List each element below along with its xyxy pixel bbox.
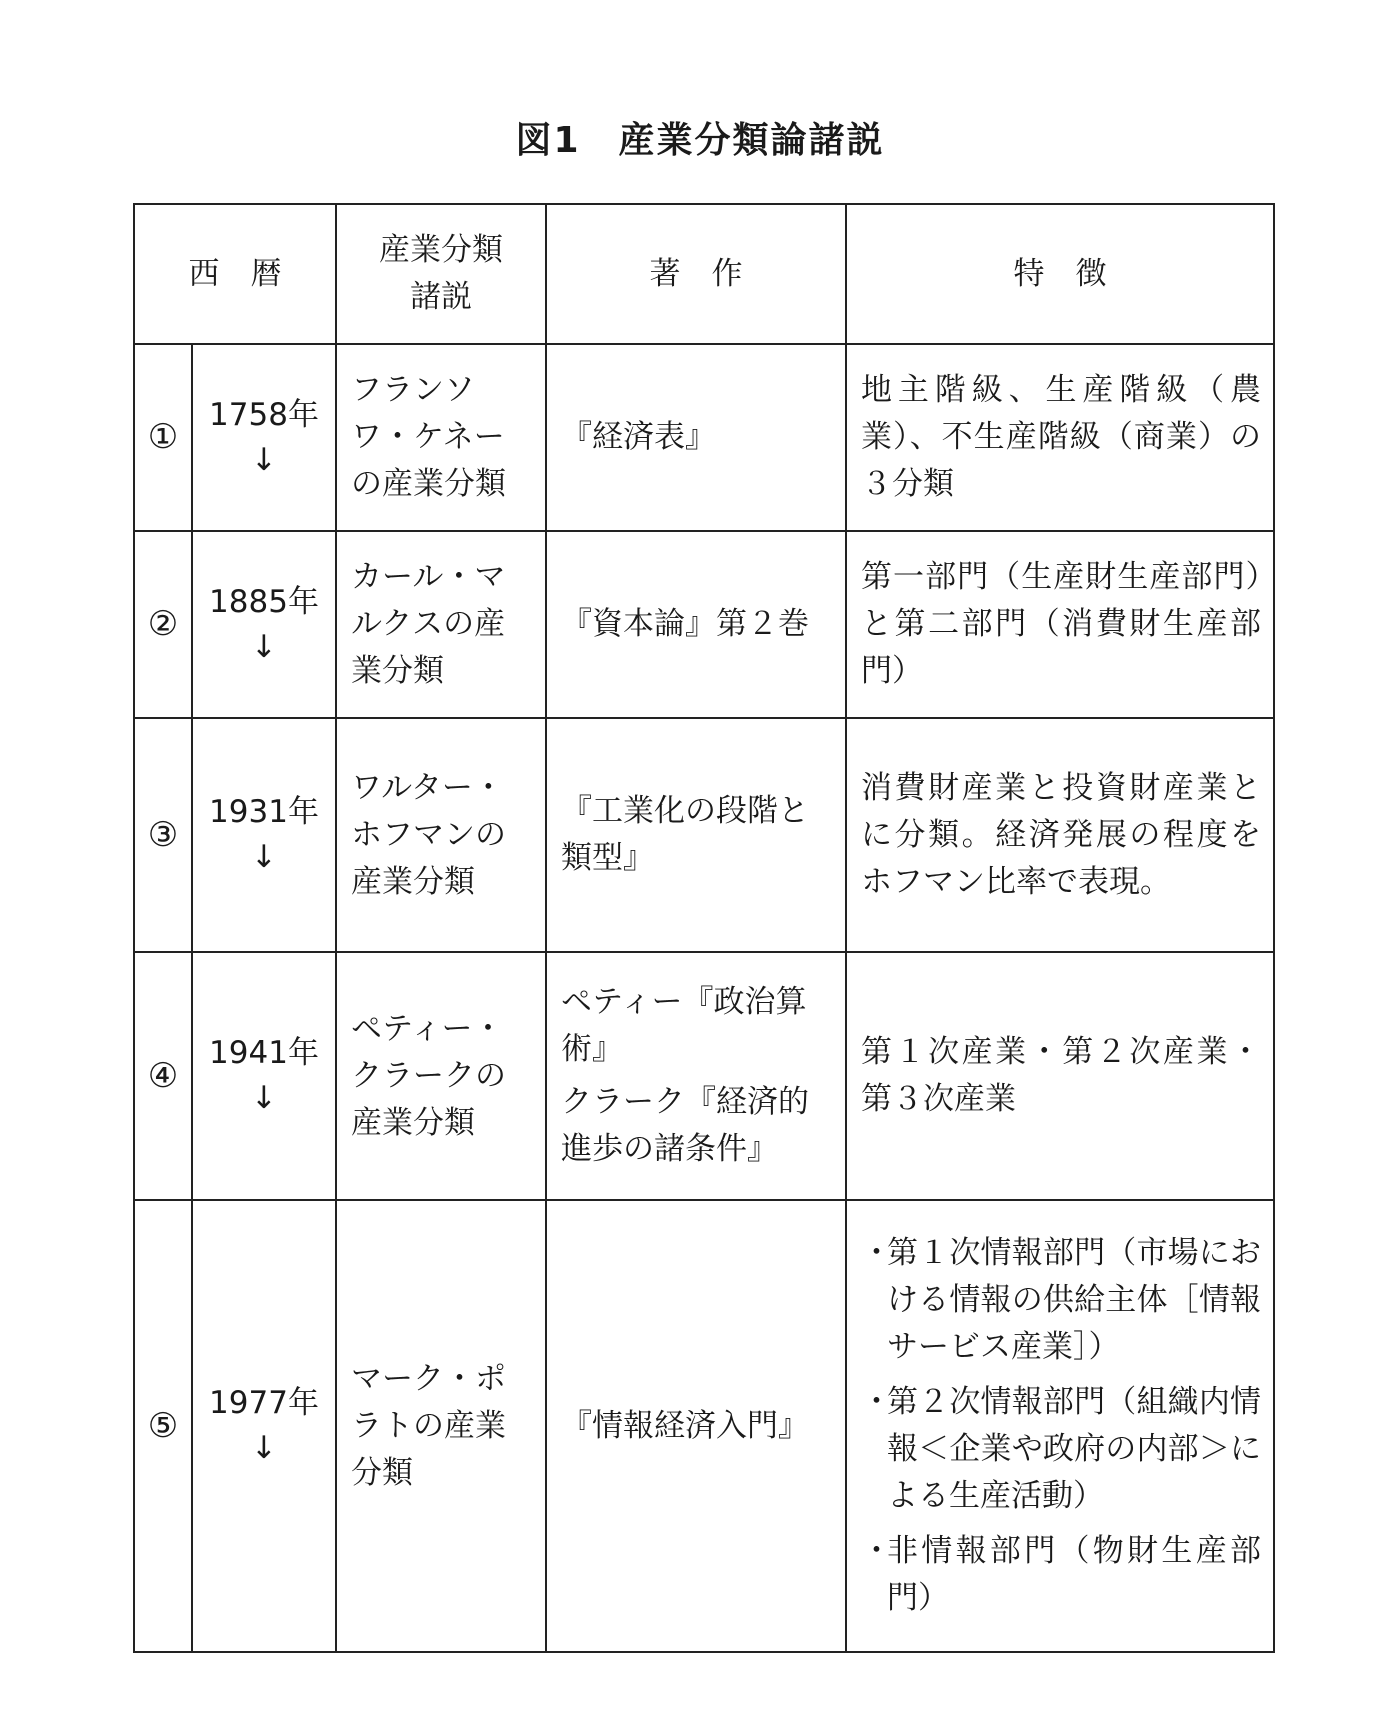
table-row	[134, 1200, 1274, 1652]
feature-bullet-item	[861, 1379, 1261, 1520]
feature-bullet-item	[861, 1528, 1261, 1622]
row-feature	[846, 718, 1274, 952]
work-title: 『情報経済入門』	[561, 1407, 809, 1444]
row-number: ②	[134, 531, 192, 718]
down-arrow-icon: ↓	[251, 628, 277, 665]
feature-bullet-item	[861, 1230, 1261, 1371]
figure-title: 図1 産業分類論諸説	[515, 120, 885, 161]
header-feature: 特 徴	[846, 204, 1274, 344]
down-arrow-icon: ↓	[251, 1080, 277, 1116]
work-title: 『工業化の段階と類型』	[561, 793, 809, 876]
row-year	[192, 531, 336, 718]
row-feature	[846, 952, 1274, 1200]
year-value: 1977年	[209, 1385, 319, 1421]
row-number: ③	[134, 718, 192, 952]
header-theory-line2: 諸説	[410, 279, 472, 315]
header-theory	[336, 204, 546, 344]
feature-text: 第一部門（生産財生産部門）と第二部門（消費財生産部門）	[861, 559, 1261, 689]
row-year	[192, 952, 336, 1200]
feature-text: 消費財産業と投資財産業とに分類。経済発展の程度をホフマン比率で表現。	[861, 769, 1261, 900]
row-work	[546, 344, 846, 531]
header-row	[134, 204, 1274, 344]
year-value: 1758年	[209, 396, 319, 433]
work-title: ペティー『政治算術』	[561, 984, 807, 1067]
header-year: 西 暦	[134, 204, 336, 344]
table-row	[134, 952, 1274, 1200]
header-work: 著 作	[546, 204, 846, 344]
down-arrow-icon: ↓	[251, 839, 277, 875]
row-work	[546, 531, 846, 718]
year-value: 1885年	[209, 583, 319, 620]
down-arrow-icon: ↓	[251, 441, 277, 478]
year-value: 1941年	[209, 1035, 319, 1071]
down-arrow-icon: ↓	[251, 1430, 277, 1466]
bullet-mark: ・	[861, 1235, 892, 1271]
row-number: ①	[134, 344, 192, 531]
row-work	[546, 1200, 846, 1652]
feature-text: 第１次情報部門（市場における情報の供給主体［情報サービス産業］）	[887, 1235, 1261, 1365]
bullet-mark: ・	[861, 1533, 892, 1569]
bullet-mark: ・	[861, 1384, 892, 1420]
feature-text: 第１次産業・第２次産業・第３次産業	[861, 1034, 1261, 1117]
row-theory-name: ペティー・クラークの産業分類	[336, 952, 546, 1200]
feature-text: 地主階級、生産階級（農業）、不生産階級（商業）の３分類	[861, 372, 1261, 502]
work-title: クラーク『経済的進歩の諸条件』	[561, 1084, 809, 1167]
row-work	[546, 718, 846, 952]
theory-table	[133, 203, 1275, 1653]
table-row	[134, 718, 1274, 952]
row-feature	[846, 1200, 1274, 1652]
row-year	[192, 344, 336, 531]
row-feature	[846, 531, 1274, 718]
row-year	[192, 1200, 336, 1652]
row-feature	[846, 344, 1274, 531]
row-year	[192, 718, 336, 952]
table-row	[134, 344, 1274, 531]
row-theory-name: カール・マルクスの産業分類	[336, 531, 546, 718]
feature-text: 第２次情報部門（組織内情報＜企業や政府の内部＞による生産活動）	[887, 1384, 1261, 1514]
row-theory-name: マーク・ポラトの産業分類	[336, 1200, 546, 1652]
feature-text: 非情報部門（物財生産部門）	[887, 1533, 1261, 1616]
row-number: ⑤	[134, 1200, 192, 1652]
row-number: ④	[134, 952, 192, 1200]
row-theory-name: フランソワ・ケネーの産業分類	[336, 344, 546, 531]
year-value: 1931年	[209, 794, 319, 830]
work-title: 『経済表』	[561, 419, 716, 455]
work-title: 『資本論』第２巻	[561, 606, 809, 642]
row-theory-name: ワルター・ホフマンの産業分類	[336, 718, 546, 952]
header-theory-line1: 産業分類	[379, 232, 503, 268]
table-row	[134, 531, 1274, 718]
row-work	[546, 952, 846, 1200]
